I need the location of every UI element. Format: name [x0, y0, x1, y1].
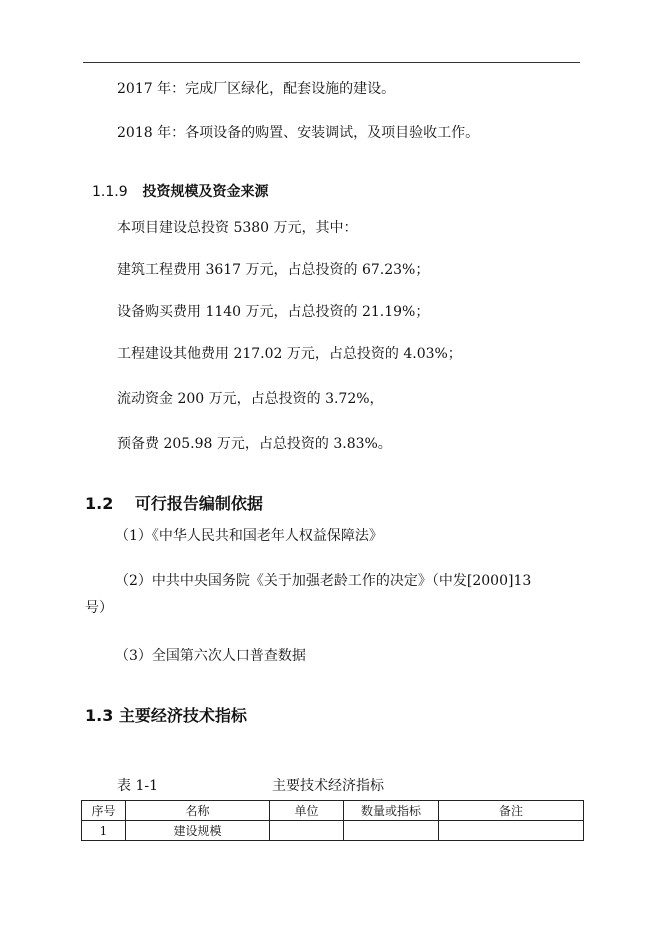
header-rule — [83, 62, 580, 63]
table-number: 表 1-1 — [117, 778, 158, 794]
section-title: 投资规模及资金来源 — [142, 184, 269, 200]
basis-item-1: （1）《中华人民共和国老年人权益保障法》 — [115, 528, 383, 544]
header-cell: 备注 — [439, 801, 584, 821]
indicator-table — [81, 800, 584, 841]
table-cell — [270, 821, 344, 841]
section-number: 1.2 — [85, 494, 114, 513]
section-1-2-heading — [85, 491, 263, 514]
table-header-row — [82, 801, 584, 821]
section-title: 可行报告编制依据 — [134, 494, 263, 513]
schedule-2018: 2018 年：各项设备的购置、安装调试，及项目验收工作。 — [117, 125, 480, 141]
basis-item-2: （2）中共中央国务院《关于加强老龄工作的决定》（中发[2000]13 — [115, 573, 532, 589]
investment-equipment: 设备购买费用 1140 万元，占总投资的 21.19%； — [117, 304, 430, 320]
investment-reserve: 预备费 205.98 万元，占总投资的 3.83%。 — [117, 436, 392, 452]
investment-working-capital: 流动资金 200 万元，占总投资的 3.72%， — [117, 391, 384, 407]
section-number: 1.1.9 — [92, 184, 128, 200]
table-cell: 建设规模 — [126, 821, 270, 841]
schedule-2017: 2017 年：完成厂区绿化，配套设施的建设。 — [117, 81, 396, 97]
table-cell — [344, 821, 439, 841]
table-row — [82, 821, 584, 841]
table-cell — [439, 821, 584, 841]
table-caption: 主要技术经济指标 — [272, 778, 384, 794]
header-cell: 单位 — [270, 801, 344, 821]
table-cell: 1 — [82, 821, 126, 841]
header-cell: 序号 — [82, 801, 126, 821]
header-cell: 名称 — [126, 801, 270, 821]
header-cell: 数量或指标 — [344, 801, 439, 821]
section-1-1-9-heading — [92, 181, 269, 201]
basis-item-3: （3）全国第六次人口普查数据 — [115, 648, 306, 664]
section-1-3-heading: 1.3 主要经济技术指标 — [85, 706, 247, 725]
investment-other: 工程建设其他费用 217.02 万元，占总投资的 4.03%； — [117, 346, 462, 362]
investment-construction: 建筑工程费用 3617 万元，占总投资的 67.23%； — [117, 262, 430, 278]
investment-total: 本项目建设总投资 5380 万元，其中： — [117, 220, 358, 236]
basis-item-2-continued: 号） — [85, 600, 113, 616]
